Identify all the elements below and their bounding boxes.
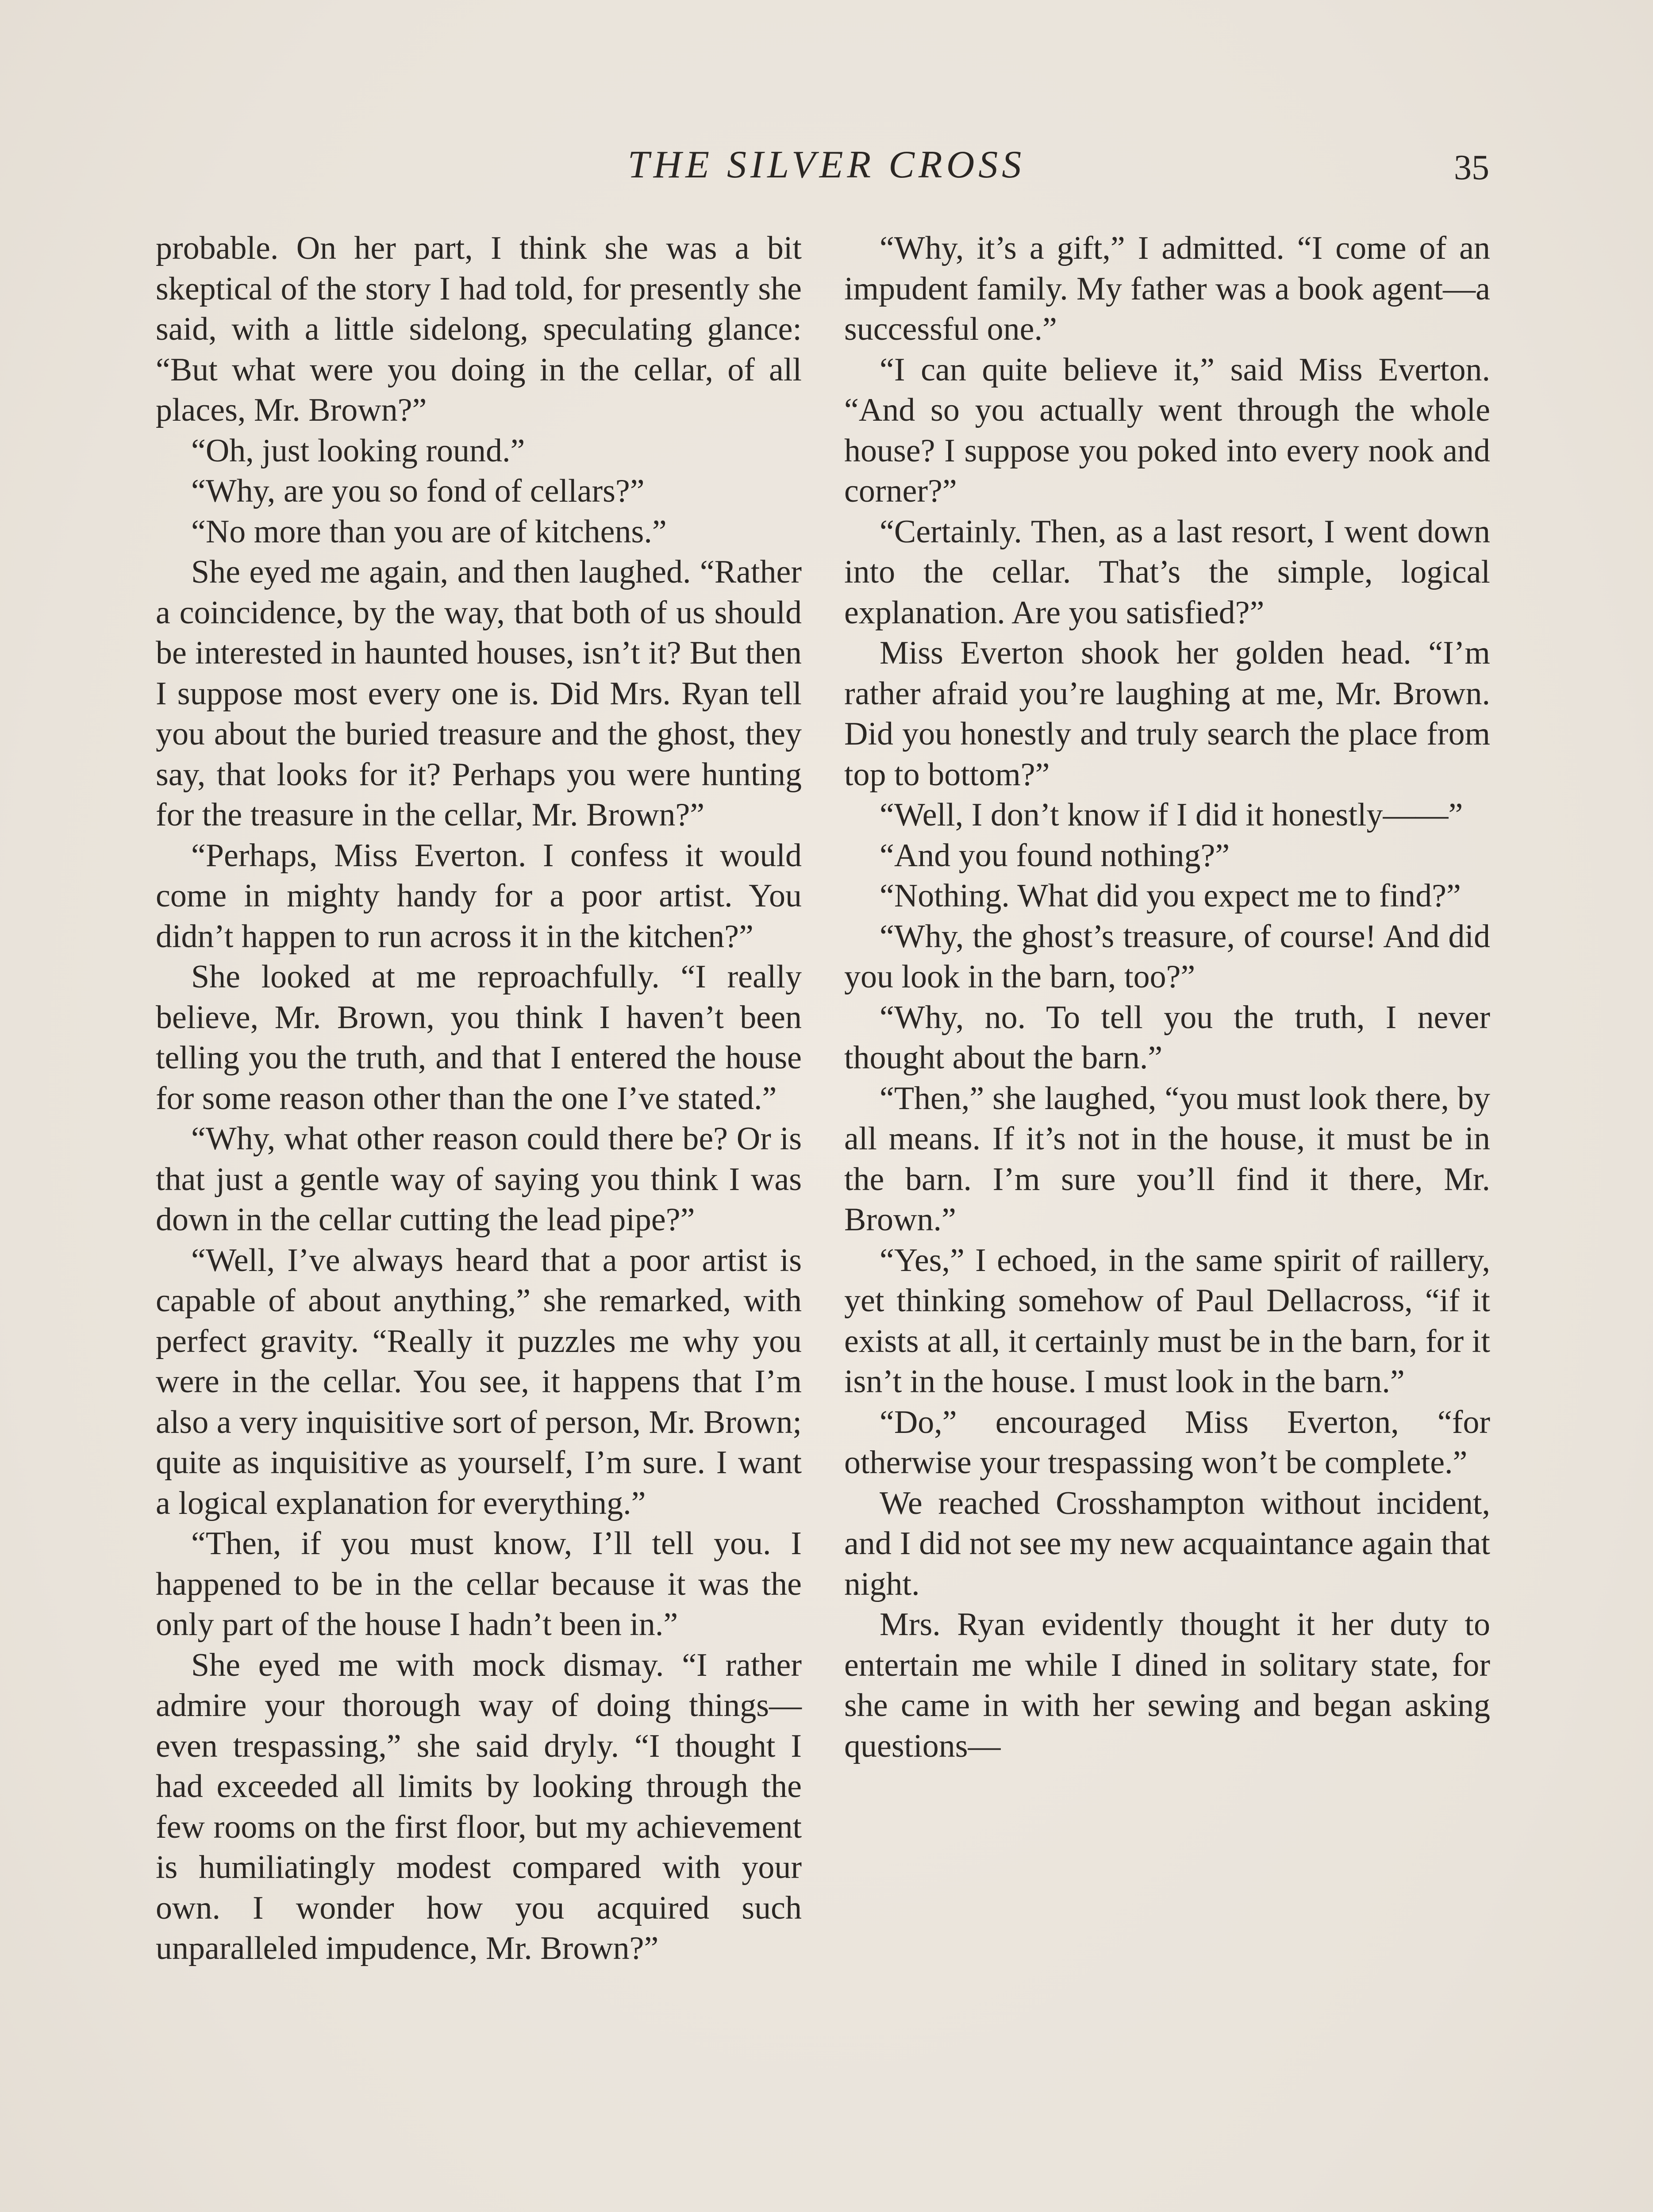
running-title: THE SILVER CROSS: [627, 143, 1026, 186]
paragraph: She eyed me again, and then laughed. “Rather a coincidence, by the way, that both of us should be interested in haunted houses, isn’t it? But then I suppose most every one is. Did Mrs. Ryan tell you about the buried treasure and the ghost, they say, that looks for it? Perhaps you were hunting for the treasure in the cellar, Mr. Brown?”: [156, 554, 802, 833]
page-number: 35: [1454, 148, 1489, 187]
right-column: [844, 228, 1490, 1767]
paragraph: “Do,” encouraged Miss Everton, “for otherwise your trespassing won’t be complete.”: [844, 1404, 1490, 1481]
paragraph: She looked at me reproachfully. “I really believe, Mr. Brown, you think I haven’t been telling you the truth, and that I entered the house for some reason other than the one I’ve stated.”: [156, 959, 802, 1117]
paragraph: “Well, I’ve always heard that a poor artist is capable of about anything,” she remarked, with perfect gravity. “Really it puzzles me why you were in the cellar. You see, it happens that I’m also a very inquisitive sort of person, Mr. Brown; quite as inquisitive as yourself, I’m sure. I want a logical explanation for everything.”: [156, 1242, 802, 1521]
paragraph: “Nothing. What did you expect me to find?”: [880, 878, 1461, 914]
paragraph: Mrs. Ryan evidently thought it her duty to entertain me while I dined in solitary state, for she came in with her sewing and began asking questions—: [844, 1606, 1490, 1764]
paragraph: “Then, if you must know, I’ll tell you. I happened to be in the cellar because it was the only part of the house I hadn’t been in.”: [156, 1525, 802, 1643]
paragraph: “Why, no. To tell you the truth, I never thought about the barn.”: [844, 999, 1490, 1076]
paragraph: “Why, the ghost’s treasure, of course! And did you look in the barn, too?”: [844, 918, 1490, 995]
paragraph: “And you found nothing?”: [880, 837, 1230, 874]
paragraph: “No more than you are of kitchens.”: [191, 513, 667, 550]
paragraph: We reached Crosshampton without incident, and I did not see my new acquaintance again that night.: [844, 1485, 1490, 1602]
paragraph: probable. On her part, I think she was a bit skeptical of the story I had told, for presently she said, with a little sidelong, speculating glance: “But what were you doing in the cellar, of all places, Mr. Brown?”: [156, 230, 802, 428]
paragraph: Miss Everton shook her golden head. “I’m rather afraid you’re laughing at me, Mr. Brown. Did you honestly and truly search the place from top to bottom?”: [844, 635, 1490, 793]
running-head: [0, 141, 1653, 189]
left-column: [156, 228, 802, 1969]
paragraph: “Perhaps, Miss Everton. I confess it would come in mighty handy for a poor artist. You didn’t happen to run across it in the kitchen?”: [156, 837, 802, 955]
paragraph: “Well, I don’t know if I did it honestly——”: [880, 797, 1463, 833]
paragraph: She eyed me with mock dismay. “I rather admire your thorough way of doing things—even trespassing,” she said dryly. “I thought I had exceeded all limits by looking through the few rooms on the first floor, but my achievement is humiliatingly modest compared with your own. I wonder how you acquired such unparalleled impudence, Mr. Brown?”: [156, 1647, 802, 1966]
paragraph: “Then,” she laughed, “you must look there, by all means. If it’s not in the house, it must be in the barn. I’m sure you’ll find it there, Mr. Brown.”: [844, 1080, 1490, 1238]
paragraph: “Why, are you so fond of cellars?”: [191, 473, 645, 509]
paragraph: “Certainly. Then, as a last resort, I went down into the cellar. That’s the simple, logical explanation. Are you satisfied?”: [844, 513, 1490, 631]
paragraph: “I can quite believe it,” said Miss Everton. “And so you actually went through the whole house? I suppose you poked into every nook and corner?”: [844, 351, 1490, 509]
paragraph: “Why, it’s a gift,” I admitted. “I come of an impudent family. My father was a book agent—a successful one.”: [844, 230, 1490, 347]
paragraph: “Yes,” I echoed, in the same spirit of raillery, yet thinking somehow of Paul Dellacross, “if it exists at all, it certainly must be in the barn, for it isn’t in the house. I must look in the barn.”: [844, 1242, 1490, 1400]
paragraph: “Why, what other reason could there be? Or is that just a gentle way of saying you think I was down in the cellar cutting the lead pipe?”: [156, 1121, 802, 1238]
paragraph: “Oh, just looking round.”: [191, 432, 525, 469]
